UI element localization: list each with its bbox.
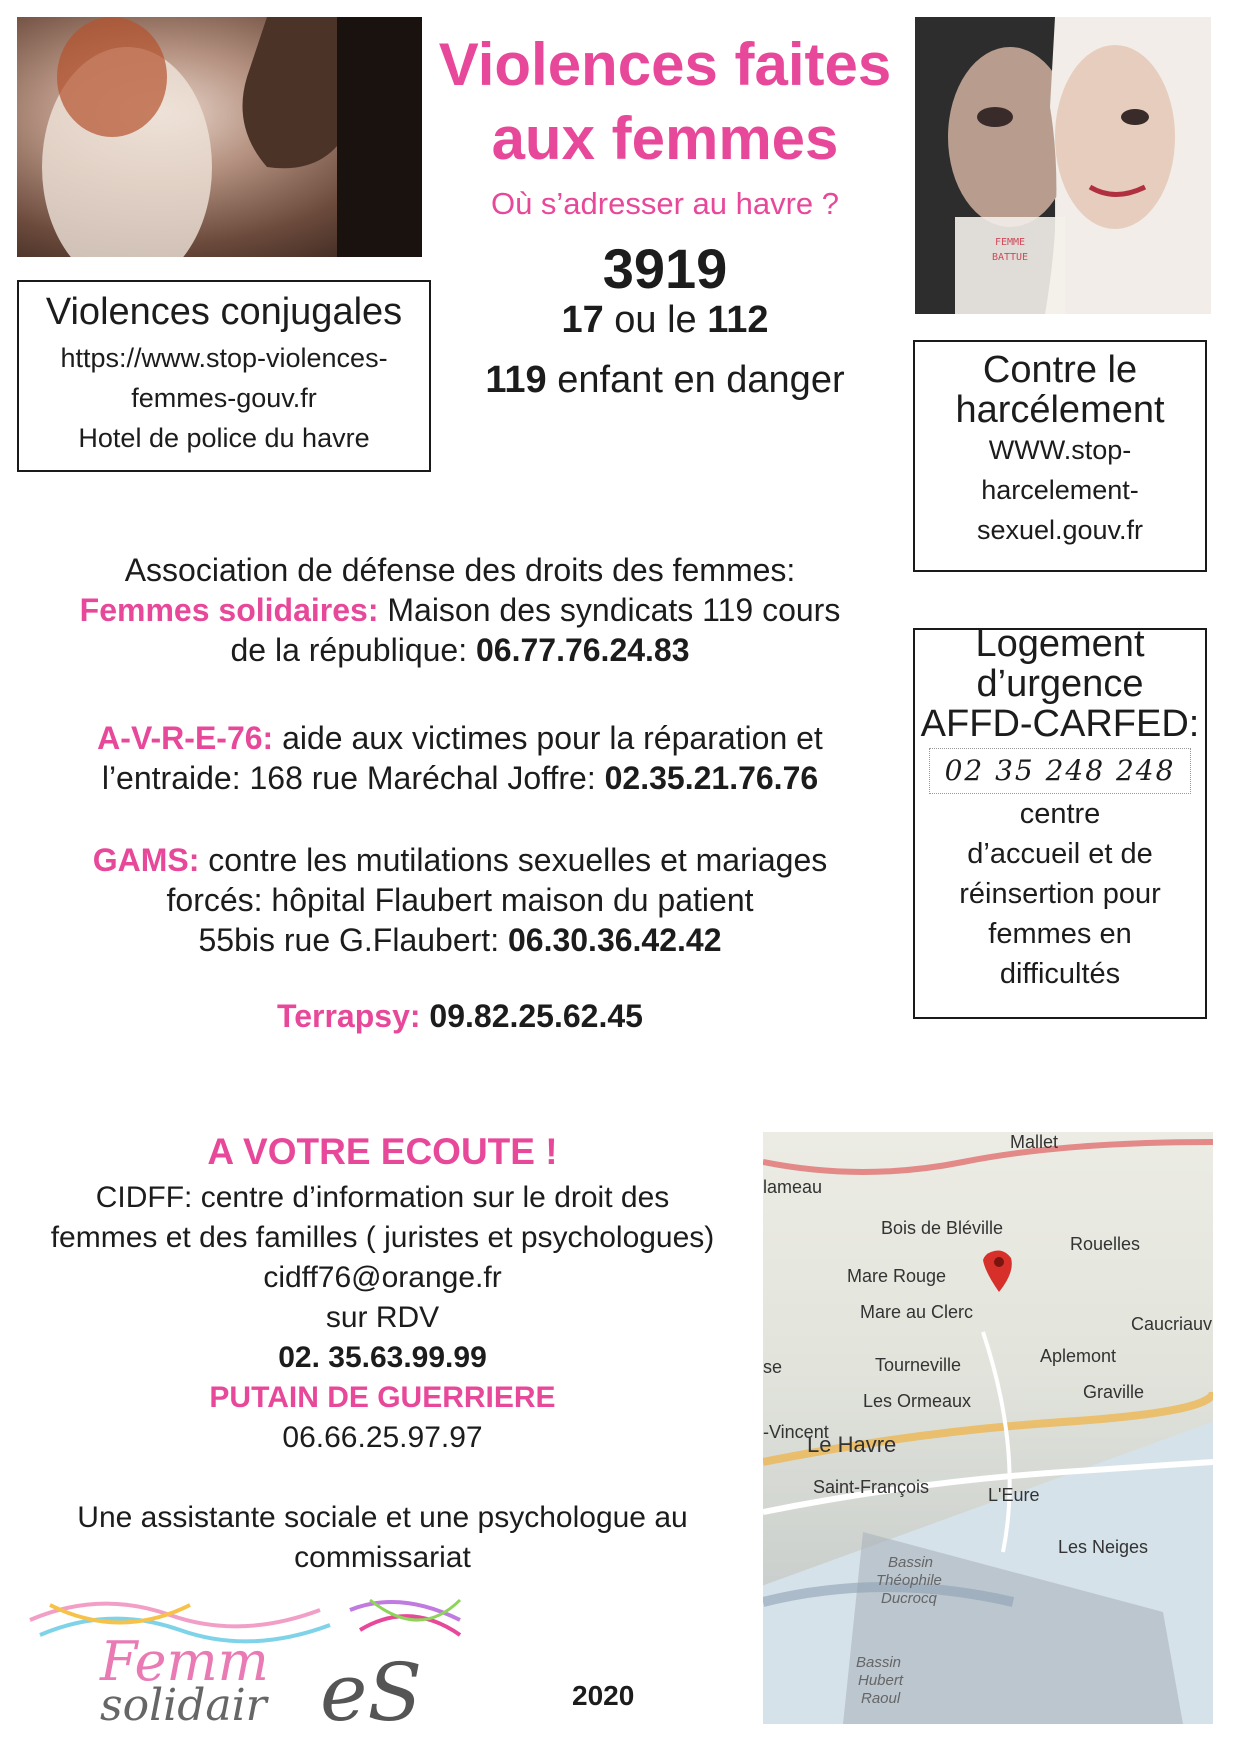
map-label-hubert: Hubert — [858, 1672, 904, 1689]
le-havre-map[interactable] — [763, 1132, 1213, 1724]
gams-line2: forcés: hôpital Flaubert maison du patient — [166, 882, 754, 918]
year-label: 2020 — [572, 1680, 635, 1711]
harcelement-title-line1: Contre le — [982, 349, 1138, 391]
page-subtitle: Où s’adresser au havre ? — [490, 186, 840, 221]
map-label-vincent: -Vincent — [763, 1422, 829, 1442]
logement-box — [913, 623, 1207, 1019]
logement-line4: femmes en — [988, 918, 1132, 950]
map-label-mare-clerc: Mare au Clerc — [860, 1302, 974, 1322]
map-label-bassin1: Bassin — [888, 1554, 934, 1571]
hotline-119: 119 enfant en danger — [485, 359, 845, 401]
logement-line5: difficultés — [999, 958, 1121, 990]
social-line1: Une assistante sociale et une psychologue au — [77, 1501, 688, 1534]
map-label-se: se — [763, 1357, 783, 1377]
police-line: Hotel de police du havre — [78, 423, 370, 453]
cidff-phone[interactable]: 02. 35.63.99.99 — [278, 1341, 487, 1374]
map-label-lameau: lameau — [763, 1177, 823, 1197]
harcelement-url-line3[interactable]: sexuel.gouv.fr — [976, 515, 1144, 545]
pdg-name: PUTAIN DE GUERRIERE — [209, 1381, 556, 1414]
femmes-solidaires-logo — [20, 1580, 470, 1730]
violences-conjugales-title: Violences conjugales — [45, 291, 403, 333]
logement-title-line3: AFFD-CARFED: — [920, 703, 1200, 745]
logement-line3: réinsertion pour — [959, 878, 1161, 910]
map-label-bois: Bois de Bléville — [881, 1218, 1004, 1238]
harcelement-url-line2[interactable]: harcelement- — [981, 475, 1139, 505]
violences-conjugales-box — [17, 280, 431, 472]
social-line2: commissariat — [294, 1541, 471, 1574]
conjugales-url-line2[interactable]: femmes-gouv.fr — [131, 383, 317, 413]
femmes-solidaires-line1: Femmes solidaires: Maison des syndicats 119 cours — [79, 592, 841, 628]
map-label-theophile: Théophile — [876, 1572, 942, 1589]
cidff-email[interactable]: cidff76@orange.fr — [263, 1261, 502, 1294]
cidff-line2: femmes et des familles ( juristes et psychologues) — [50, 1221, 715, 1254]
avre-line2: l’entraide: 168 rue Maréchal Joffre: 02.35.21.76.76 — [101, 760, 819, 796]
associations-section — [40, 550, 880, 670]
harcelement-title-line2: harcélement — [955, 389, 1165, 431]
terrapsy-line: Terrapsy: 09.82.25.62.45 — [277, 998, 643, 1034]
terrapsy-phone[interactable]: 09.82.25.62.45 — [429, 998, 643, 1034]
map-label-tourneville: Tourneville — [875, 1355, 962, 1375]
map-label-le-havre: Le Havre — [807, 1432, 897, 1457]
map-label-ducrocq: Ducrocq — [881, 1590, 937, 1607]
map-label-ormeaux: Les Ormeaux — [863, 1391, 972, 1411]
femmes-solidaires-line2: de la république: 06.77.76.24.83 — [230, 632, 690, 668]
map-label-neiges: Les Neiges — [1058, 1537, 1149, 1557]
logement-title-line2: d’urgence — [976, 663, 1144, 705]
svg-text:FEMME: FEMME — [994, 237, 1026, 248]
page-title: Violences faites aux femmes — [438, 31, 892, 172]
svg-text:solidair: solidair — [100, 1680, 267, 1730]
map-label-eure: L'Eure — [988, 1485, 1040, 1505]
associations-intro: Association de défense des droits des femmes: — [124, 552, 796, 588]
woman-fist-photo — [17, 17, 422, 257]
logement-line1: centre — [1019, 798, 1101, 830]
map-label-mare-rouge: Mare Rouge — [847, 1266, 947, 1286]
map-label-rouelles: Rouelles — [1070, 1234, 1141, 1254]
cidff-rdv: sur RDV — [325, 1301, 440, 1334]
harcelement-box — [913, 340, 1207, 572]
map-label-raoul: Raoul — [861, 1690, 901, 1707]
gams-section — [40, 840, 880, 960]
ecoute-section — [20, 1178, 745, 1578]
svg-text:eS: eS — [320, 1646, 423, 1730]
gams-line3: 55bis rue G.Flaubert: 06.30.36.42.42 — [198, 922, 722, 958]
cidff-line1: CIDFF: centre d’information sur le droit des — [95, 1181, 670, 1214]
map-label-mallet: Mallet — [1010, 1132, 1059, 1152]
svg-text:Femm: Femm — [100, 1630, 269, 1693]
map-label-saint-francois: Saint-François — [813, 1477, 930, 1497]
handwritten-phone: 02 35 248 248 — [929, 748, 1191, 794]
ecoute-title: A VOTRE ECOUTE ! — [207, 1131, 558, 1172]
hotline-3919: 3919 — [602, 237, 728, 300]
gams-line1: GAMS: contre les mutilations sexuelles et mariages — [92, 842, 828, 878]
map-label-bassin2: Bassin — [856, 1654, 902, 1671]
gams-phone[interactable]: 06.30.36.42.42 — [507, 922, 722, 958]
hotline-17-112: 17 ou le 112 — [561, 299, 769, 341]
avre-phone[interactable]: 02.35.21.76.76 — [604, 760, 819, 796]
avre-line1: A-V-R-E-76: aide aux victimes pour la réparation et — [97, 720, 823, 756]
svg-text:BATTUE: BATTUE — [991, 252, 1029, 263]
torn-face-photo — [915, 17, 1211, 314]
map-label-caucriauv: Caucriauv — [1131, 1314, 1213, 1334]
avre-section — [40, 718, 880, 798]
logement-title-line1: Logement — [975, 623, 1145, 665]
harcelement-url-line1[interactable]: WWW.stop- — [988, 435, 1132, 465]
logement-line2: d’accueil et de — [967, 838, 1153, 870]
pdg-phone[interactable]: 06.66.25.97.97 — [282, 1421, 483, 1454]
conjugales-url-line1[interactable]: https://www.stop-violences- — [60, 343, 388, 373]
map-pin-icon — [983, 1250, 1012, 1292]
map-label-aplemont: Aplemont — [1040, 1346, 1117, 1366]
map-label-graville: Graville — [1083, 1382, 1145, 1402]
femmes-solidaires-phone[interactable]: 06.77.76.24.83 — [475, 632, 690, 668]
